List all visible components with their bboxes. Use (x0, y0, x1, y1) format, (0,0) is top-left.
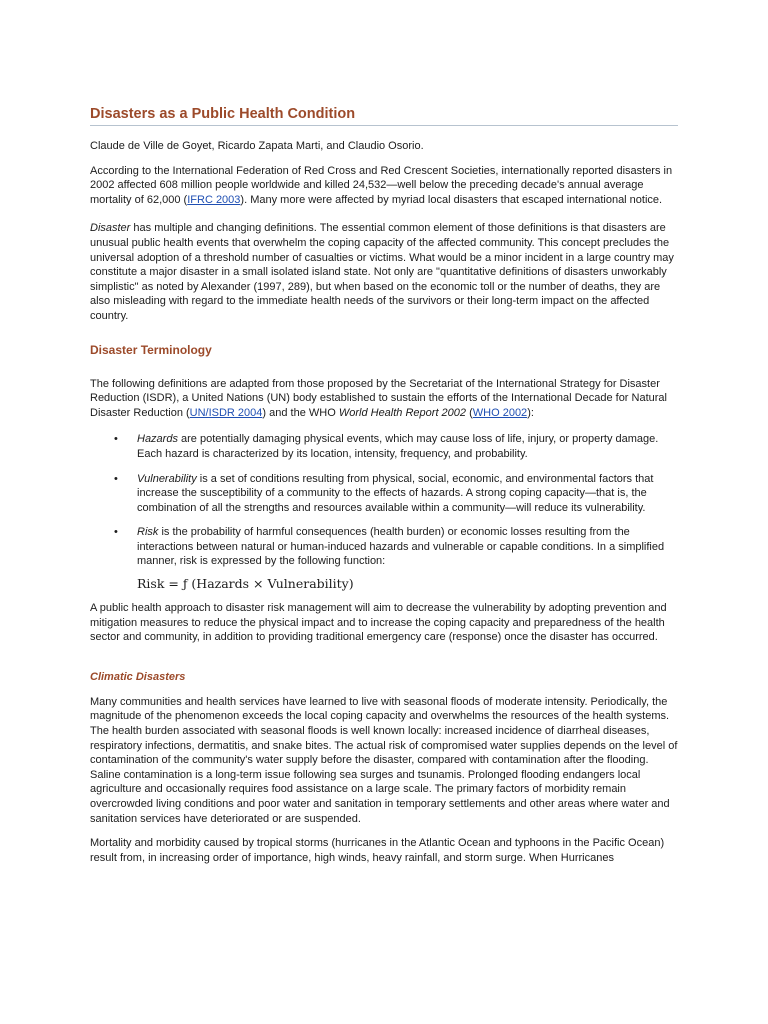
paragraph-definition-text: has multiple and changing definitions. The essential common element of those definitions is that disasters are unusual public health events that overwhelm the coping capacity of the affected community. This concept precludes the universal adoption of a threshold number of casualties or victims. What would be a minor incident in a large country may constitute a major disaster in a small isolated island state. Not only are "quantitative definitions of disasters unworkably simplistic" as noted by Alexander (1997, 289), but when based on the economic toll or the number of deaths, they are also misleading with regard to the immediate health needs of the survivors or their long-term impact on the affected country. (90, 222, 674, 322)
paragraph-storms: Mortality and morbidity caused by tropical storms (hurricanes in the Atlantic Ocean and typhoons in the Pacific Ocean) result from, in increasing order of importance, high winds, heavy rainfall, and storm surge. When Hurricanes (90, 837, 665, 864)
paragraph-terminology (90, 377, 678, 421)
bullet-icon: • (114, 472, 118, 485)
paragraph-terminology-text: The following definitions are adapted from those proposed by the Secretariat of the International Strategy for Disaster Reduction (ISDR), a United Nations (UN) body established to sustain the efforts of the International Decade for Natural Disaster Reduction ( (90, 377, 667, 419)
paragraph-definition (90, 221, 678, 323)
bullet-icon: • (114, 526, 118, 539)
risk-formula: Risk = ƒ (Hazards × Vulnerability) (137, 576, 354, 592)
term-risk: Risk (137, 526, 159, 539)
definition-list (90, 432, 678, 569)
list-item-text: is the probability of harmful consequences (health burden) or economic losses resulting from the interactions between natural or human-induced hazards and vulnerable or capable conditions. In a simplified manner, risk is expressed by the following function: (137, 526, 665, 568)
paragraph-intro-text-end: ). Many more were affected by myriad local disasters that escaped international notice. (240, 193, 663, 206)
paragraph-floods: Many communities and health services have learned to live with seasonal floods of moderate intensity. Periodically, the magnitude of the phenomenon exceeds the local coping capacity and overwhelms the resources of the health systems. The health burden associated with seasonal floods is well known locally: increased incidence of diarrheal diseases, respiratory infections, dermatitis, and snake bites. The actual risk of compromised water supplies depends on the level of contamination of the community's water supply before the disaster, compared with contamination after the flooding. Saline contamination is a long-term issue following sea surges and tsunamis. Prolonged flooding endangers local agriculture and occasionally requires food assistance on a large scale. The primary factors of morbidity remain overcrowded living conditions and poor water and sanitation in temporary settlements and other areas where water and sanitation services have deteriorated or are suspended. (90, 695, 678, 825)
paragraph-intro (90, 164, 678, 208)
reference-link-un-isdr-2004[interactable]: UN/ISDR 2004 (189, 406, 263, 419)
page-title: Disasters as a Public Health Condition (90, 106, 678, 126)
report-title: World Health Report 2002 (338, 406, 467, 419)
reference-link-who-2002[interactable]: WHO 2002 (472, 406, 528, 419)
term-hazards: Hazards (137, 433, 178, 446)
paragraph-terminology-end: ): (527, 406, 534, 419)
term-disaster: Disaster (90, 222, 131, 235)
list-item (90, 432, 678, 461)
bullet-icon: • (114, 433, 118, 446)
list-item-text: is a set of conditions resulting from physical, social, economic, and environmental factors that increase the susceptibility of a community to the effects of hazards. A strong coping capacity—that is, the combination of all the strengths and resources available within a community—will reduce its vulnerability. (137, 472, 654, 514)
paragraph-risk-management: A public health approach to disaster risk management will aim to decrease the vulnerability by adopting prevention and mitigation measures to reduce the physical impact and to increase the coping capacity and preparedness of the health sector and community, in addition to providing traditional emergency care (response) once the disaster has occurred. (90, 602, 667, 644)
paragraph-terminology-mid2: ( (466, 406, 473, 419)
paragraph-intro-text: According to the International Federation of Red Cross and Red Crescent Societies, internationally reported disasters in 2002 affected 608 million people worldwide and killed 24,532—well below the preceding decade's annual average mortality of 62,000 ( (90, 164, 673, 206)
list-item (90, 525, 678, 569)
term-vulnerability: Vulnerability (137, 472, 197, 485)
section-heading-terminology: Disaster Terminology (90, 342, 212, 357)
list-item-text: are potentially damaging physical events, which may cause loss of life, injury, or property damage. Each hazard is characterized by its location, intensity, frequency, and probability. (137, 433, 659, 460)
paragraph-terminology-mid: ) and the WHO (262, 406, 339, 419)
list-item (90, 472, 678, 516)
reference-link-ifrc-2003[interactable]: IFRC 2003 (187, 193, 241, 206)
section-heading-climatic: Climatic Disasters (90, 670, 186, 683)
authors-line: Claude de Ville de Goyet, Ricardo Zapata Marti, and Claudio Osorio. (90, 140, 424, 152)
